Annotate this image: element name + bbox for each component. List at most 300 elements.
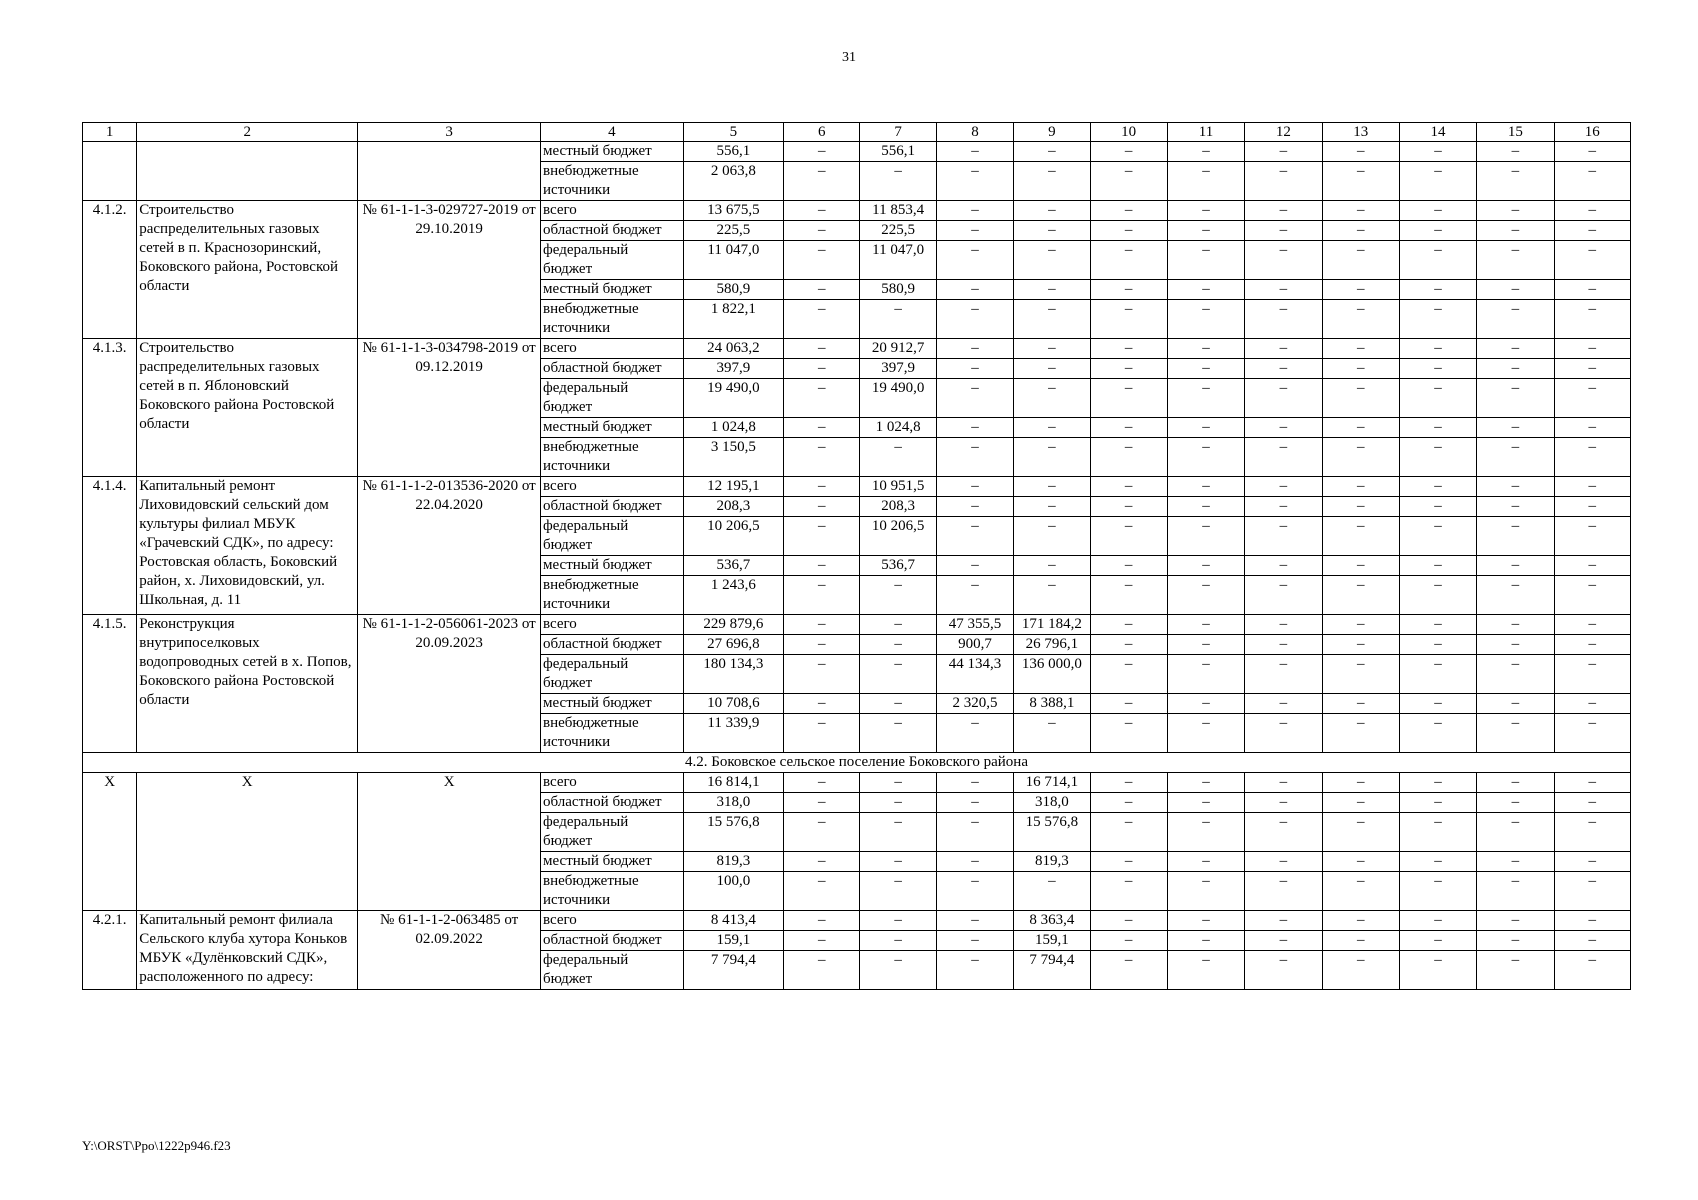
value-cell: – [1090, 714, 1167, 753]
value-cell: – [936, 418, 1013, 438]
value-cell: 159,1 [683, 931, 783, 951]
value-cell: – [1477, 655, 1554, 694]
value-cell: – [1090, 201, 1167, 221]
value-cell: – [1167, 931, 1244, 951]
value-cell: – [1090, 379, 1167, 418]
value-cell: – [1322, 142, 1399, 162]
value-cell: – [784, 556, 860, 576]
value-cell: – [1167, 773, 1244, 793]
value-cell: – [860, 872, 936, 911]
value-cell: – [1167, 241, 1244, 280]
value-cell: – [1090, 517, 1167, 556]
value-cell: – [1554, 951, 1630, 990]
value-cell: 11 047,0 [683, 241, 783, 280]
value-cell: – [1399, 576, 1476, 615]
funding-source: федеральный бюджет [541, 379, 684, 418]
table-row [83, 142, 1631, 162]
value-cell: 7 794,4 [683, 951, 783, 990]
value-cell: – [1399, 438, 1476, 477]
column-header: 14 [1399, 123, 1476, 142]
value-cell: – [936, 379, 1013, 418]
value-cell: 10 206,5 [683, 517, 783, 556]
funding-source: всего [541, 477, 684, 497]
value-cell: – [1245, 556, 1322, 576]
value-cell: 136 000,0 [1014, 655, 1090, 694]
value-cell: – [1322, 773, 1399, 793]
value-cell: – [1014, 300, 1090, 339]
value-cell: 1 024,8 [683, 418, 783, 438]
value-cell: – [1245, 359, 1322, 379]
table-row [83, 615, 1631, 635]
funding-source: федеральный бюджет [541, 951, 684, 990]
value-cell: – [1090, 872, 1167, 911]
value-cell: – [1245, 379, 1322, 418]
value-cell: 208,3 [683, 497, 783, 517]
value-cell: 229 879,6 [683, 615, 783, 635]
value-cell: 20 912,7 [860, 339, 936, 359]
value-cell: – [1245, 694, 1322, 714]
funding-source: областной бюджет [541, 221, 684, 241]
value-cell: – [1399, 359, 1476, 379]
value-cell: – [1554, 655, 1630, 694]
value-cell: – [1477, 714, 1554, 753]
value-cell: – [1167, 517, 1244, 556]
value-cell: – [784, 497, 860, 517]
value-cell: – [784, 813, 860, 852]
value-cell: – [1554, 931, 1630, 951]
value-cell: – [1554, 280, 1630, 300]
item-code: 4.1.3. [83, 339, 137, 477]
value-cell: – [1090, 241, 1167, 280]
value-cell: – [1167, 694, 1244, 714]
value-cell: – [1167, 300, 1244, 339]
value-cell: – [1090, 852, 1167, 872]
value-cell: – [860, 714, 936, 753]
value-cell: – [1554, 615, 1630, 635]
value-cell: – [784, 852, 860, 872]
value-cell: – [784, 241, 860, 280]
value-cell: – [1477, 576, 1554, 615]
value-cell: – [1014, 339, 1090, 359]
value-cell: 11 339,9 [683, 714, 783, 753]
value-cell: – [1322, 872, 1399, 911]
value-cell: – [1014, 556, 1090, 576]
funding-source: областной бюджет [541, 793, 684, 813]
value-cell: – [1090, 694, 1167, 714]
value-cell: – [1554, 221, 1630, 241]
value-cell: – [1477, 497, 1554, 517]
value-cell: – [936, 951, 1013, 990]
funding-source: федеральный бюджет [541, 813, 684, 852]
value-cell: – [1245, 201, 1322, 221]
value-cell: – [1554, 714, 1630, 753]
value-cell: – [1477, 221, 1554, 241]
value-cell: – [1477, 339, 1554, 359]
value-cell: 11 047,0 [860, 241, 936, 280]
value-cell: 47 355,5 [936, 615, 1013, 635]
value-cell: – [1245, 241, 1322, 280]
item-name: Строительство распределительных газовых сетей в п. Краснозоринский, Боковского района, Ростовской области [137, 201, 358, 339]
value-cell: – [1322, 221, 1399, 241]
value-cell: – [1167, 615, 1244, 635]
value-cell: – [936, 517, 1013, 556]
value-cell: – [1014, 379, 1090, 418]
value-cell: – [1399, 201, 1476, 221]
value-cell: 15 576,8 [1014, 813, 1090, 852]
value-cell: – [1245, 655, 1322, 694]
value-cell: – [784, 635, 860, 655]
funding-source: местный бюджет [541, 694, 684, 714]
value-cell: – [784, 773, 860, 793]
value-cell: – [1554, 576, 1630, 615]
value-cell: – [1014, 418, 1090, 438]
column-header: 10 [1090, 123, 1167, 142]
value-cell: – [1399, 418, 1476, 438]
value-cell: 44 134,3 [936, 655, 1013, 694]
value-cell: – [1167, 280, 1244, 300]
value-cell: – [1477, 201, 1554, 221]
value-cell: – [1322, 655, 1399, 694]
value-cell: – [1090, 615, 1167, 635]
table-row [83, 773, 1631, 793]
funding-source: внебюджетные источники [541, 714, 684, 753]
value-cell: – [1167, 911, 1244, 931]
value-cell: – [1477, 280, 1554, 300]
value-cell: – [1167, 714, 1244, 753]
value-cell: – [1399, 221, 1476, 241]
value-cell: – [1554, 300, 1630, 339]
column-header: 4 [541, 123, 684, 142]
value-cell: – [1167, 339, 1244, 359]
value-cell: – [1554, 517, 1630, 556]
value-cell: – [860, 615, 936, 635]
value-cell: – [1090, 576, 1167, 615]
value-cell: – [860, 951, 936, 990]
value-cell: – [1090, 497, 1167, 517]
value-cell: – [1399, 813, 1476, 852]
funding-source: внебюджетные источники [541, 872, 684, 911]
value-cell: – [1014, 359, 1090, 379]
value-cell: – [784, 872, 860, 911]
value-cell: – [1167, 477, 1244, 497]
value-cell: – [1245, 300, 1322, 339]
item-document: № 61-1-1-3-029727-2019 от 29.10.2019 [358, 201, 541, 339]
value-cell: – [936, 931, 1013, 951]
item-document: X [358, 773, 541, 911]
value-cell: – [1477, 773, 1554, 793]
value-cell: – [1322, 615, 1399, 635]
value-cell: – [1090, 951, 1167, 990]
value-cell: – [1399, 773, 1476, 793]
value-cell: – [1090, 142, 1167, 162]
value-cell: – [1399, 142, 1476, 162]
item-document: № 61-1-1-3-034798-2019 от 09.12.2019 [358, 339, 541, 477]
value-cell: – [936, 773, 1013, 793]
value-cell: – [936, 556, 1013, 576]
value-cell: – [936, 852, 1013, 872]
value-cell: – [1090, 773, 1167, 793]
value-cell: – [1322, 852, 1399, 872]
value-cell: 16 714,1 [1014, 773, 1090, 793]
value-cell: – [1477, 162, 1554, 201]
value-cell: – [1322, 339, 1399, 359]
value-cell: – [1090, 280, 1167, 300]
value-cell: – [860, 576, 936, 615]
value-cell: – [1554, 813, 1630, 852]
value-cell: – [1090, 655, 1167, 694]
value-cell: – [1245, 951, 1322, 990]
value-cell: – [784, 694, 860, 714]
value-cell: – [1399, 655, 1476, 694]
header-row [83, 123, 1631, 142]
value-cell: – [1322, 300, 1399, 339]
value-cell: – [1245, 714, 1322, 753]
value-cell: 7 794,4 [1014, 951, 1090, 990]
value-cell: – [1167, 497, 1244, 517]
value-cell: – [1090, 813, 1167, 852]
value-cell: – [1245, 813, 1322, 852]
value-cell: 3 150,5 [683, 438, 783, 477]
value-cell: – [784, 359, 860, 379]
value-cell: 225,5 [860, 221, 936, 241]
value-cell: 2 063,8 [683, 162, 783, 201]
item-name: Капитальный ремонт Лиховидовский сельский дом культуры филиал МБУК «Грачевский СДК», по адресу: Ростовская область, Боковский район, х. Лиховидовский, ул. Школьная, д. 11 [137, 477, 358, 615]
value-cell: – [1477, 477, 1554, 497]
value-cell: – [1554, 694, 1630, 714]
value-cell: – [1014, 497, 1090, 517]
value-cell: 556,1 [683, 142, 783, 162]
value-cell: – [1322, 694, 1399, 714]
value-cell: – [1090, 635, 1167, 655]
value-cell: – [1554, 142, 1630, 162]
value-cell: – [1554, 241, 1630, 280]
value-cell: – [1554, 635, 1630, 655]
value-cell: – [784, 714, 860, 753]
value-cell: – [1399, 280, 1476, 300]
value-cell: 26 796,1 [1014, 635, 1090, 655]
value-cell: – [784, 655, 860, 694]
value-cell: – [936, 359, 1013, 379]
value-cell: – [784, 221, 860, 241]
funding-source: областной бюджет [541, 359, 684, 379]
value-cell: – [1477, 300, 1554, 339]
value-cell: – [1477, 635, 1554, 655]
item-code: 4.1.5. [83, 615, 137, 753]
funding-source: местный бюджет [541, 852, 684, 872]
funding-source: областной бюджет [541, 497, 684, 517]
value-cell: – [784, 911, 860, 931]
value-cell: – [1322, 556, 1399, 576]
column-header: 8 [936, 123, 1013, 142]
funding-source: областной бюджет [541, 635, 684, 655]
value-cell: – [936, 201, 1013, 221]
value-cell: – [1090, 438, 1167, 477]
value-cell: – [1245, 339, 1322, 359]
value-cell: – [1399, 694, 1476, 714]
funding-source: местный бюджет [541, 280, 684, 300]
value-cell: – [1014, 162, 1090, 201]
funding-source: федеральный бюджет [541, 655, 684, 694]
value-cell: – [1245, 221, 1322, 241]
value-cell: 900,7 [936, 635, 1013, 655]
value-cell: 15 576,8 [683, 813, 783, 852]
value-cell: – [1477, 556, 1554, 576]
value-cell: – [1477, 852, 1554, 872]
value-cell: – [1322, 201, 1399, 221]
value-cell: 208,3 [860, 497, 936, 517]
value-cell: – [1322, 576, 1399, 615]
value-cell: – [1014, 438, 1090, 477]
funding-source: местный бюджет [541, 142, 684, 162]
value-cell: – [1090, 418, 1167, 438]
value-cell: – [1399, 477, 1476, 497]
value-cell: – [1477, 813, 1554, 852]
value-cell: – [1477, 379, 1554, 418]
value-cell: – [1245, 517, 1322, 556]
value-cell: 819,3 [683, 852, 783, 872]
value-cell: – [784, 951, 860, 990]
value-cell: – [1090, 221, 1167, 241]
value-cell: – [1399, 714, 1476, 753]
value-cell: – [1322, 438, 1399, 477]
value-cell: – [860, 911, 936, 931]
value-cell: – [1167, 655, 1244, 694]
value-cell: 100,0 [683, 872, 783, 911]
value-cell: – [860, 655, 936, 694]
value-cell: – [1554, 379, 1630, 418]
funding-source: федеральный бюджет [541, 241, 684, 280]
value-cell: – [1399, 517, 1476, 556]
value-cell: – [1399, 615, 1476, 635]
value-cell: – [1245, 477, 1322, 497]
value-cell: – [1014, 477, 1090, 497]
value-cell: – [784, 339, 860, 359]
value-cell: – [1245, 931, 1322, 951]
value-cell: – [1477, 359, 1554, 379]
funding-source: федеральный бюджет [541, 517, 684, 556]
value-cell: – [1322, 931, 1399, 951]
value-cell: – [784, 300, 860, 339]
value-cell: – [1090, 339, 1167, 359]
item-code: 4.1.4. [83, 477, 137, 615]
value-cell: – [1014, 280, 1090, 300]
item-name: Капитальный ремонт филиала Сельского клуба хутора Коньков МБУК «Дулёнковский СДК», расположенного по адресу: [137, 911, 358, 990]
value-cell: – [1245, 773, 1322, 793]
value-cell: – [1245, 142, 1322, 162]
value-cell: 2 320,5 [936, 694, 1013, 714]
item-document: № 61-1-1-2-063485 от 02.09.2022 [358, 911, 541, 990]
value-cell: – [860, 635, 936, 655]
value-cell: 16 814,1 [683, 773, 783, 793]
value-cell: 19 490,0 [860, 379, 936, 418]
value-cell: – [1014, 221, 1090, 241]
value-cell: – [1399, 911, 1476, 931]
value-cell: – [784, 576, 860, 615]
value-cell: – [1554, 911, 1630, 931]
value-cell: – [1245, 576, 1322, 615]
value-cell: 13 675,5 [683, 201, 783, 221]
value-cell: – [1245, 418, 1322, 438]
column-header: 9 [1014, 123, 1090, 142]
value-cell: – [936, 911, 1013, 931]
funding-source: всего [541, 201, 684, 221]
value-cell: – [936, 280, 1013, 300]
value-cell: – [784, 931, 860, 951]
value-cell: – [1322, 497, 1399, 517]
page-number: 31 [842, 50, 856, 65]
value-cell: – [1477, 911, 1554, 931]
value-cell: – [936, 714, 1013, 753]
value-cell: – [1477, 951, 1554, 990]
value-cell: – [860, 793, 936, 813]
value-cell: – [1014, 241, 1090, 280]
value-cell: – [1090, 931, 1167, 951]
budget-table [82, 122, 1631, 990]
column-header: 16 [1554, 123, 1630, 142]
value-cell: – [1554, 418, 1630, 438]
value-cell: 12 195,1 [683, 477, 783, 497]
value-cell: – [936, 438, 1013, 477]
table-row [83, 477, 1631, 497]
value-cell: – [860, 694, 936, 714]
value-cell: – [1014, 142, 1090, 162]
value-cell: – [1245, 280, 1322, 300]
value-cell: – [784, 142, 860, 162]
value-cell: 536,7 [683, 556, 783, 576]
value-cell: – [1090, 911, 1167, 931]
value-cell: – [1167, 438, 1244, 477]
value-cell: – [1477, 931, 1554, 951]
value-cell: – [1245, 497, 1322, 517]
value-cell: – [860, 162, 936, 201]
value-cell: – [936, 793, 1013, 813]
column-header: 12 [1245, 123, 1322, 142]
value-cell: 171 184,2 [1014, 615, 1090, 635]
value-cell: – [1399, 556, 1476, 576]
value-cell: – [1167, 793, 1244, 813]
value-cell: 11 853,4 [860, 201, 936, 221]
value-cell: 10 951,5 [860, 477, 936, 497]
value-cell: – [1090, 300, 1167, 339]
value-cell: – [1554, 477, 1630, 497]
table-row [83, 911, 1631, 931]
column-header: 3 [358, 123, 541, 142]
value-cell: – [1554, 438, 1630, 477]
value-cell: – [1399, 951, 1476, 990]
section-row [83, 753, 1631, 773]
funding-source: внебюджетные источники [541, 300, 684, 339]
section-title: 4.2. Боковское сельское поселение Боковского района [83, 753, 1631, 773]
value-cell: – [784, 201, 860, 221]
column-header: 1 [83, 123, 137, 142]
value-cell: – [1477, 418, 1554, 438]
value-cell: – [1167, 951, 1244, 990]
value-cell: – [1399, 379, 1476, 418]
value-cell: 225,5 [683, 221, 783, 241]
value-cell: – [1090, 793, 1167, 813]
file-path-footer: Y:\ORST\Ppo\1222p946.f23 [82, 1138, 231, 1153]
value-cell: 1 024,8 [860, 418, 936, 438]
value-cell: 1 822,1 [683, 300, 783, 339]
value-cell: – [936, 872, 1013, 911]
value-cell: – [1167, 852, 1244, 872]
value-cell: – [1090, 359, 1167, 379]
value-cell: – [936, 241, 1013, 280]
table-row [83, 201, 1631, 221]
value-cell: – [1167, 221, 1244, 241]
value-cell: 819,3 [1014, 852, 1090, 872]
value-cell: – [784, 162, 860, 201]
